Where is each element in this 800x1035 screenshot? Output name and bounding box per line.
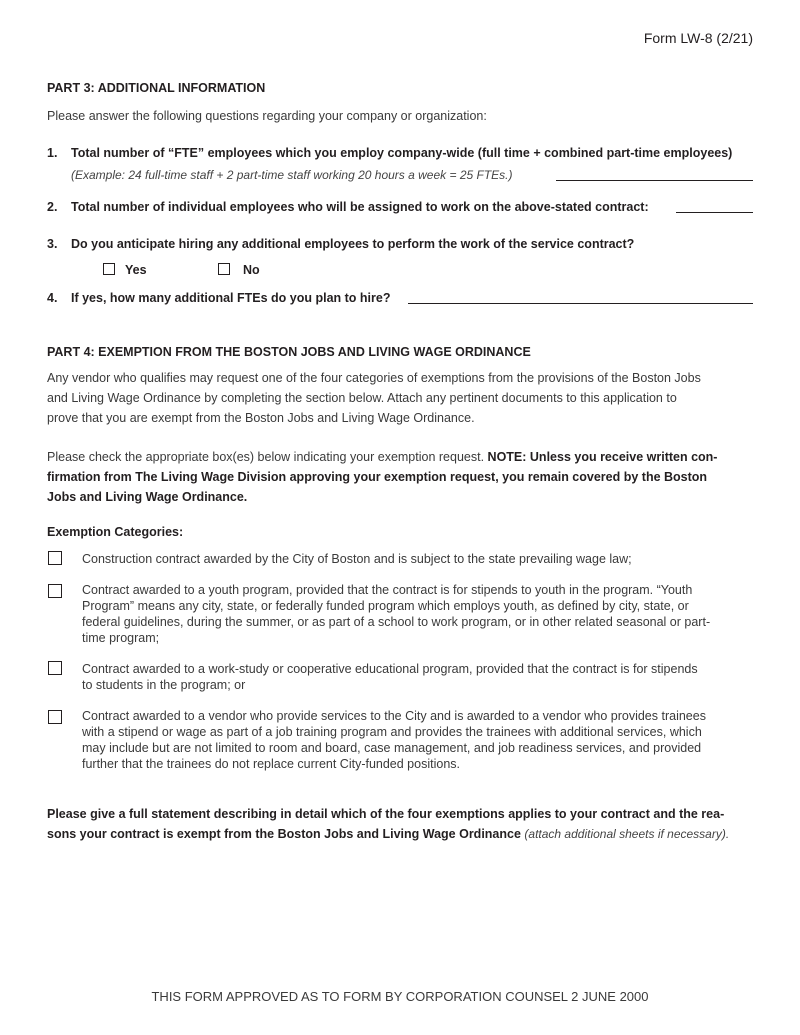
q2-text: Total number of individual employees who will be assigned to work on the above-stated contract: xyxy=(71,200,649,214)
part3-heading: PART 3: ADDITIONAL INFORMATION xyxy=(47,81,266,95)
exemption-3-checkbox[interactable] xyxy=(48,661,62,675)
text-line: to students in the program; or xyxy=(82,678,246,692)
part3-intro: Please answer the following questions regarding your company or organization: xyxy=(47,109,487,123)
q2-number: 2. xyxy=(47,200,58,214)
q1-example: (Example: 24 full-time staff + 2 part-time staff working 20 hours a week = 25 FTEs.) xyxy=(71,168,513,182)
exemption-4-text xyxy=(82,708,706,772)
text-line: Construction contract awarded by the City of Boston and is subject to the state prevailing wage law; xyxy=(82,552,632,566)
text-line: Please check the appropriate box(es) below indicating your exemption request. xyxy=(47,450,485,464)
note-text: Jobs and Living Wage Ordinance. xyxy=(47,490,248,504)
q1-number: 1. xyxy=(47,146,58,160)
text-line: prove that you are exempt from the Boston Jobs and Living Wage Ordinance. xyxy=(47,411,475,425)
statement-instructions xyxy=(47,804,729,844)
exemption-1-checkbox[interactable] xyxy=(48,551,62,565)
text-line: Contract awarded to a vendor who provide services to the City and is awarded to a vendor who provides trainees xyxy=(82,709,706,723)
text-line: sons your contract is exempt from the Boston Jobs and Living Wage Ordinance xyxy=(47,827,521,841)
attach-note: (attach additional sheets if necessary). xyxy=(524,827,730,841)
text-line: time program; xyxy=(82,631,160,645)
form-id: Form LW-8 (2/21) xyxy=(643,30,753,46)
note-text: firmation from The Living Wage Division approving your exemption request, you remain covered by the Boston xyxy=(47,470,708,484)
no-checkbox[interactable] xyxy=(218,263,230,275)
part4-paragraph-1 xyxy=(47,368,701,428)
note-text: NOTE: Unless you receive written con- xyxy=(487,450,718,464)
text-line: may include but are not limited to room and board, case management, and job readiness services, and provided xyxy=(82,741,702,755)
text-line: and Living Wage Ordinance by completing the section below. Attach any pertinent documents to this application to xyxy=(47,391,677,405)
exemption-2-text xyxy=(82,582,710,646)
exemption-3-text xyxy=(82,661,698,693)
q1-answer-field[interactable] xyxy=(556,180,753,181)
q4-answer-field[interactable] xyxy=(408,303,753,304)
text-line: Contract awarded to a youth program, provided that the contract is for stipends to youth in the program. “Youth xyxy=(82,583,693,597)
q2-answer-field[interactable] xyxy=(676,212,753,213)
text-line: Any vendor who qualifies may request one of the four categories of exemptions from the provisions of the Boston Jobs xyxy=(47,371,701,385)
q3-number: 3. xyxy=(47,237,58,251)
exemption-4-checkbox[interactable] xyxy=(48,710,62,724)
text-line: Program” means any city, state, or federally funded program which employs youth, as defined by city, state, or xyxy=(82,599,689,613)
yes-label: Yes xyxy=(125,263,147,277)
part4-paragraph-2 xyxy=(47,447,717,507)
part4-heading: PART 4: EXEMPTION FROM THE BOSTON JOBS AND LIVING WAGE ORDINANCE xyxy=(47,345,531,359)
q4-text: If yes, how many additional FTEs do you plan to hire? xyxy=(71,291,391,305)
text-line: federal guidelines, during the summer, or as part of a school to work program, or in other related seasonal or part- xyxy=(82,615,711,629)
no-label: No xyxy=(243,263,260,277)
exemption-2-checkbox[interactable] xyxy=(48,584,62,598)
yes-checkbox[interactable] xyxy=(103,263,115,275)
q1-text: Total number of “FTE” employees which you employ company-wide (full time + combined part-time employees) xyxy=(71,146,733,160)
q3-text: Do you anticipate hiring any additional employees to perform the work of the service contract? xyxy=(71,237,635,251)
text-line: further that the trainees do not replace current City-funded positions. xyxy=(82,757,460,771)
text-line: Please give a full statement describing in detail which of the four exemptions applies to your contract and the rea- xyxy=(47,807,725,821)
exemption-categories-heading: Exemption Categories: xyxy=(47,525,184,539)
footer-approval: THIS FORM APPROVED AS TO FORM BY CORPORATION COUNSEL 2 JUNE 2000 xyxy=(151,989,649,1004)
q4-number: 4. xyxy=(47,291,58,305)
text-line: with a stipend or wage as part of a job training program and provides the trainees with additional services, which xyxy=(82,725,702,739)
exemption-1-text xyxy=(82,551,632,567)
text-line: Contract awarded to a work-study or cooperative educational program, provided that the contract is for stipends xyxy=(82,662,698,676)
